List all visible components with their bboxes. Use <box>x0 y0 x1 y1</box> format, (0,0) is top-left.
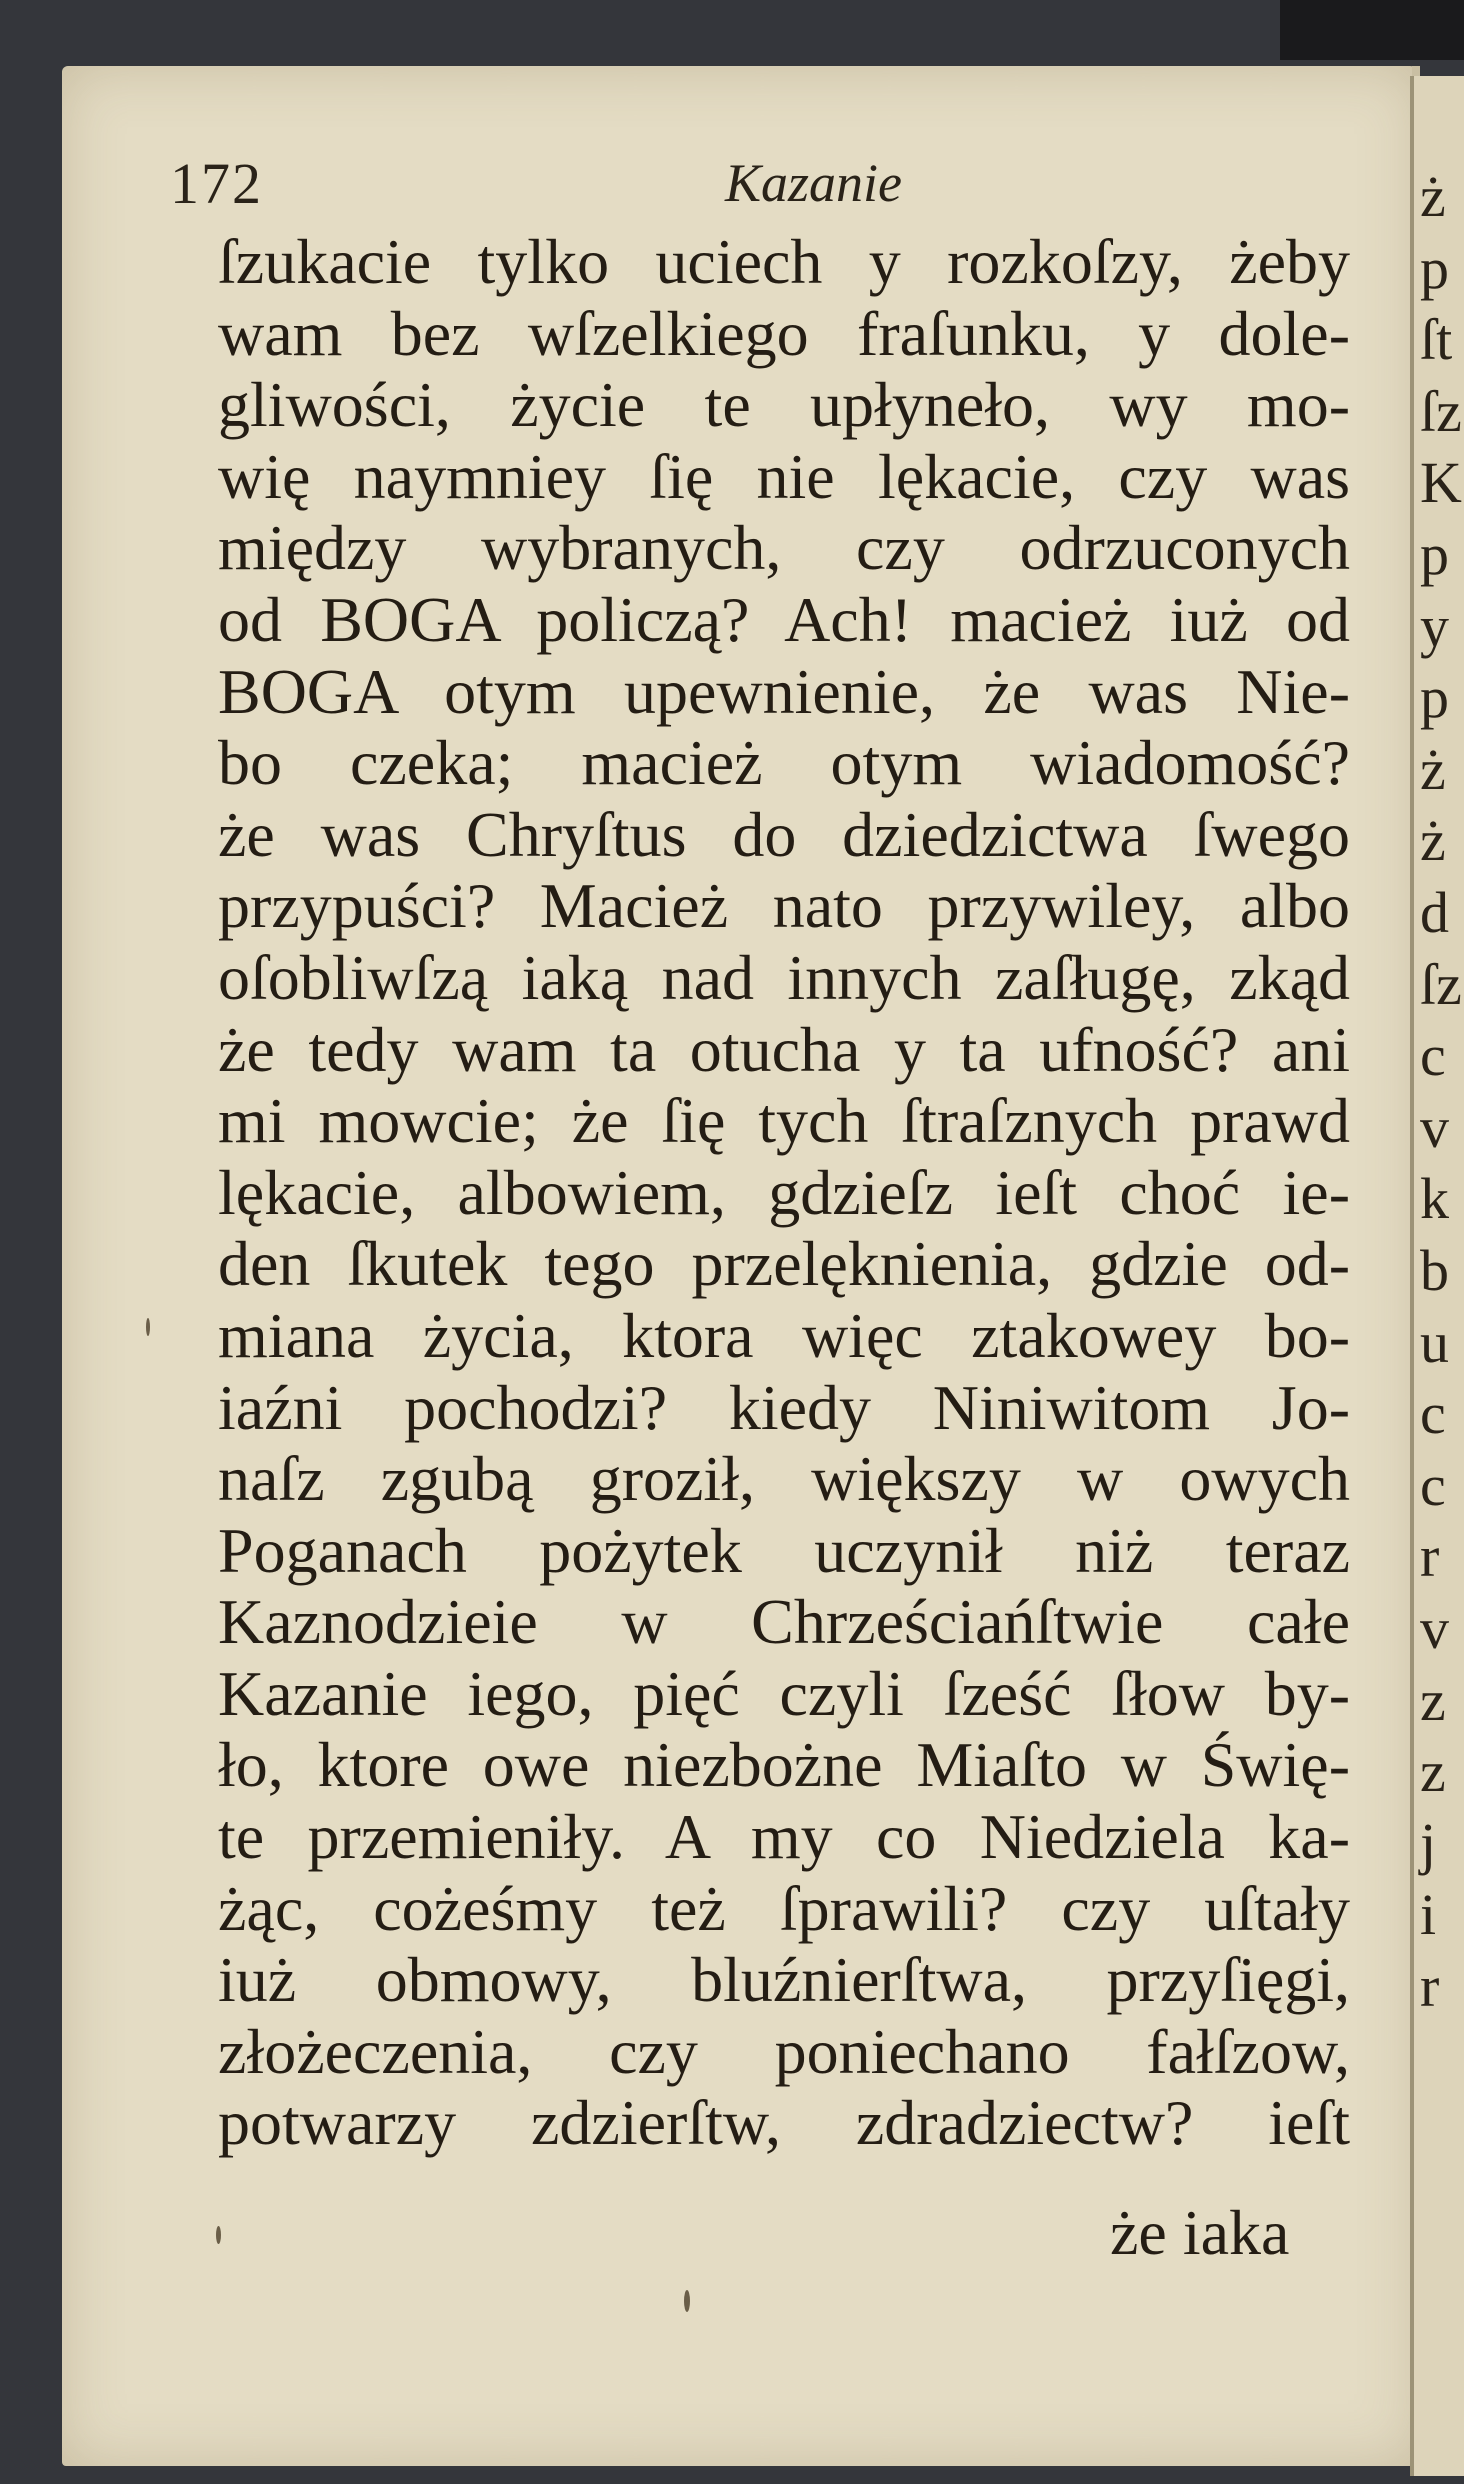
next-page-fragment: c <box>1420 1452 1446 1518</box>
next-page-fragment: p <box>1420 665 1449 731</box>
text-line: iaźni pochodzi? kiedy Niniwitom Jo- <box>218 1371 1350 1443</box>
text-line: wam bez wſzelkiego fraſunku, y dole- <box>218 297 1350 369</box>
text-line: przypuści? Macież nato przywiley, albo <box>218 870 1350 942</box>
text-line: żąc, cożeśmy też ſprawili? czy uſtały <box>218 1872 1350 1944</box>
paper-speck <box>216 2226 221 2244</box>
next-page-fragment: ſz <box>1420 378 1462 444</box>
next-page-fragment: b <box>1420 1238 1449 1303</box>
next-page-fragment: ſz <box>1420 951 1462 1017</box>
next-page-fragment: K <box>1420 450 1462 516</box>
text-line: BOGA otym upewnienie, że was Nie- <box>218 655 1350 727</box>
catchword: że iaka <box>1110 2197 1290 2268</box>
page-number: 172 <box>170 151 263 216</box>
next-page-fragment: d <box>1420 880 1449 945</box>
next-page-fragment: k <box>1420 1166 1449 1232</box>
text-line: Kazanie iego, pięć czyli ſześć ſłow by- <box>218 1657 1350 1729</box>
running-title: Kazanie <box>725 153 903 213</box>
text-line: że was Chryſtus do dziedzictwa ſwego <box>218 798 1350 870</box>
next-page-fragment: c <box>1420 1381 1446 1447</box>
text-line: od BOGA policzą? Ach! macież iuż od <box>218 583 1350 655</box>
next-page-fragment: p <box>1420 522 1449 587</box>
text-line: złożeczenia, czy poniechano fałſzow, <box>218 2015 1350 2087</box>
text-line: że tedy wam ta otucha y ta ufność? ani <box>218 1013 1350 1085</box>
text-line: Kaznodzieie w Chrześciańſtwie całe <box>218 1586 1350 1658</box>
next-page-fragment: u <box>1420 1309 1449 1375</box>
next-page-fragment: v <box>1420 1094 1449 1160</box>
text-line: den ſkutek tego przelęknienia, gdzie od- <box>218 1228 1350 1300</box>
text-line: te przemieniły. A my co Niedziela ka- <box>218 1801 1350 1873</box>
next-page-fragment: i <box>1420 1882 1437 1948</box>
paper-speck <box>146 1318 150 1336</box>
text-line: oſobliwſzą iaką nad innych zaſługę, zkąd <box>218 941 1350 1013</box>
next-page-edge <box>1410 76 1464 2476</box>
text-line: bo czeka; macież otym wiadomość? <box>218 727 1350 799</box>
next-page-fragment: z <box>1420 1739 1446 1805</box>
running-head <box>170 150 1260 220</box>
paper-speck <box>684 2290 690 2312</box>
text-line: lękacie, albowiem, gdzieſz ieſt choć ie- <box>218 1156 1350 1228</box>
text-line: ło, ktore owe niezbożne Miaſto w Świę- <box>218 1729 1350 1801</box>
next-page-fragment: y <box>1420 593 1449 659</box>
text-line: między wybranych, czy odrzuconych <box>218 512 1350 584</box>
next-page-fragment: ż <box>1420 808 1446 874</box>
next-page-fragment: ż <box>1420 736 1446 802</box>
text-line: miana życia, ktora więc ztakowey bo- <box>218 1299 1350 1371</box>
text-line: potwarzy zdzierſtw, zdradziectw? ieſt <box>218 2087 1350 2159</box>
next-page-fragment: r <box>1420 1524 1440 1590</box>
next-page-fragment: c <box>1420 1023 1446 1089</box>
next-page-fragment: j <box>1420 1810 1437 1876</box>
text-line: iuż obmowy, bluźnierſtwa, przyſięgi, <box>218 1944 1350 2016</box>
text-line: mi mowcie; że ſię tych ſtraſznych prawd <box>218 1085 1350 1157</box>
next-page-fragment: ſt <box>1420 307 1453 373</box>
text-line: ſzukacie tylko uciech y rozkoſzy, żeby <box>218 226 1350 297</box>
next-page-fragment: p <box>1420 235 1449 301</box>
next-page-fragment: v <box>1420 1596 1449 1661</box>
text-line: Poganach pożytek uczynił niż teraz <box>218 1514 1350 1586</box>
scan-background <box>1280 0 1464 60</box>
text-line: gliwości, życie te upłyneło, wy mo- <box>218 369 1350 441</box>
next-page-fragment: z <box>1420 1667 1446 1733</box>
next-page-fragment: ż <box>1420 164 1446 229</box>
text-line: wię naymniey ſię nie lękacie, czy was <box>218 440 1350 512</box>
body-text <box>218 226 1350 2159</box>
text-line: naſz zgubą groził, większy w owych <box>218 1443 1350 1515</box>
next-page-fragment: r <box>1420 1954 1440 2019</box>
